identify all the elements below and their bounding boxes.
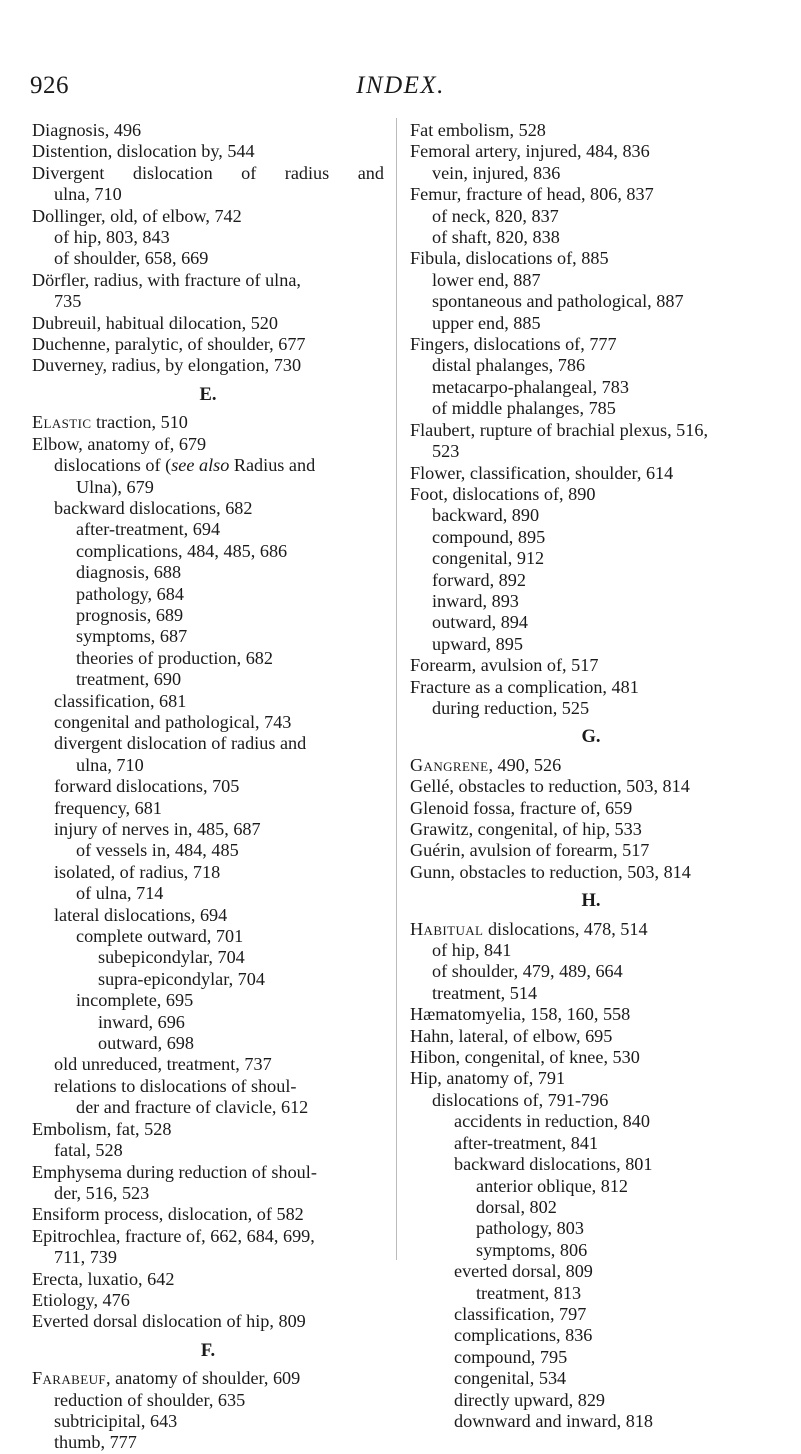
section-heading-h: H. xyxy=(581,891,601,912)
index-entry: Fingers, dislocations of, 777 xyxy=(410,334,617,355)
index-entry: Guérin, avulsion of forearm, 517 xyxy=(410,840,650,861)
index-entry: 711, 739 xyxy=(54,1247,117,1268)
section-heading-e: E. xyxy=(199,384,217,405)
index-entry: injury of nerves in, 485, 687 xyxy=(54,819,261,839)
g-entries xyxy=(410,776,772,883)
index-entry: spontaneous and pathological, 887 xyxy=(432,291,684,312)
section-heading-f: F. xyxy=(200,1340,216,1361)
index-entry: outward, 894 xyxy=(432,612,528,633)
index-entry: lateral dislocations, 694 xyxy=(54,904,228,925)
index-entry: Ulna), 679 xyxy=(76,476,154,497)
index-entry: Fracture as a complication, 481 xyxy=(410,676,639,697)
index-entry: of middle phalanges, 785 xyxy=(432,398,616,419)
index-entry: frequency, 681 xyxy=(54,797,162,818)
index-entry: divergent dislocation of radius and xyxy=(54,733,307,754)
index-entry: vein, injured, 836 xyxy=(432,162,561,183)
index-entry: Embolism, fat, 528 xyxy=(32,1118,172,1139)
index-entry: metacarpo-phalangeal, 783 xyxy=(432,376,629,397)
index-entry: pathology, 803 xyxy=(476,1218,584,1239)
see-also-text: see also xyxy=(171,455,230,476)
index-entry: dislocations of, 791-796 xyxy=(432,1089,609,1110)
index-entry xyxy=(410,755,772,776)
index-entry: theories of production, 682 xyxy=(76,647,273,668)
page-number: 926 xyxy=(30,72,69,99)
index-entry: subtricipital, 643 xyxy=(54,1410,178,1431)
index-entry: thumb, 777 xyxy=(54,1432,137,1453)
index-entry: relations to dislocations of shoul- xyxy=(54,1075,297,1096)
index-entry: Hahn, lateral, of elbow, 695 xyxy=(410,1025,613,1046)
index-entry: everted dorsal, 809 xyxy=(454,1261,593,1282)
index-entry: classification, 681 xyxy=(54,690,187,711)
index-entry: distal phalanges, 786 xyxy=(432,355,586,376)
index-entry: Hip, anatomy of, 791 xyxy=(410,1068,566,1089)
index-entry: after-treatment, 841 xyxy=(454,1132,599,1153)
index-entry: Ensiform process, dislocation, of 582 xyxy=(32,1204,304,1225)
index-entry: backward dislocations, 801 xyxy=(454,1154,653,1175)
entry-text: , anatomy of shoulder, 609 xyxy=(106,1368,301,1389)
small-caps-term: Elastic xyxy=(32,412,92,433)
column-divider xyxy=(396,118,397,1260)
index-entry: Dörfler, radius, with fracture of ulna, xyxy=(32,269,301,290)
index-entry: anterior oblique, 812 xyxy=(476,1175,629,1196)
index-entry: treatment, 813 xyxy=(476,1282,582,1303)
h-entries xyxy=(410,940,772,1432)
index-entry: upward, 895 xyxy=(432,633,523,654)
index-entry: ulna, 710 xyxy=(76,754,144,775)
index-entry: classification, 797 xyxy=(454,1303,587,1324)
index-entry: reduction of shoulder, 635 xyxy=(54,1389,246,1410)
index-entry: Dubreuil, habitual dilocation, 520 xyxy=(32,312,278,333)
index-entry: prognosis, 689 xyxy=(76,604,184,625)
index-entry: incomplete, 695 xyxy=(76,990,194,1011)
index-entry: treatment, 690 xyxy=(76,669,182,690)
entry-word: of xyxy=(241,162,257,183)
index-entry: pathology, 684 xyxy=(76,583,184,604)
index-entry: of shaft, 820, 838 xyxy=(432,227,560,248)
index-entry: complications, 484, 485, 686 xyxy=(76,540,288,561)
index-entry: Etiology, 476 xyxy=(32,1289,130,1310)
index-entry: complications, 836 xyxy=(454,1325,593,1346)
entry-text: traction, 510 xyxy=(91,412,188,433)
index-entry xyxy=(32,1368,384,1389)
index-entry: supra-epicondylar, 704 xyxy=(98,968,265,989)
entry-text: , 490, 526 xyxy=(488,754,562,775)
index-entry: Femoral artery, injured, 484, 836 xyxy=(410,141,650,162)
index-entry xyxy=(32,412,384,433)
index-entry: of shoulder, 479, 489, 664 xyxy=(432,961,623,982)
index-entry: Forearm, avulsion of, 517 xyxy=(410,655,599,676)
index-entry: isolated, of radius, 718 xyxy=(54,861,221,882)
index-entry: Femur, fracture of head, 806, 837 xyxy=(410,184,654,205)
index-entry: Fibula, dislocations of, 885 xyxy=(410,248,609,269)
index-entry: downward and inward, 818 xyxy=(454,1410,654,1431)
index-entry: Grawitz, congenital, of hip, 533 xyxy=(410,819,642,839)
index-entry: complete outward, 701 xyxy=(76,926,244,947)
index-entry: backward dislocations, 682 xyxy=(54,497,253,518)
entry-word: radius xyxy=(284,162,330,183)
index-entry: accidents in reduction, 840 xyxy=(454,1111,650,1132)
index-entry: Gunn, obstacles to reduction, 503, 814 xyxy=(410,861,691,882)
entry-text: Radius and xyxy=(229,455,316,476)
index-entry xyxy=(32,455,384,476)
index-entry: forward, 892 xyxy=(432,569,526,590)
index-entry: Everted dorsal dislocation of hip, 809 xyxy=(32,1311,306,1332)
index-entry: Hibon, congenital, of knee, 530 xyxy=(410,1047,640,1068)
index-entry: Elbow, anatomy of, 679 xyxy=(32,433,207,454)
entry-word: Divergent xyxy=(32,162,105,183)
left-column xyxy=(32,120,384,1454)
index-entry: Fat embolism, 528 xyxy=(410,120,546,140)
index-entry: Emphysema during reduction of shoul- xyxy=(32,1161,317,1182)
index-entry: ulna, 710 xyxy=(54,184,122,205)
index-entry xyxy=(410,919,772,940)
right-column xyxy=(410,120,772,1432)
index-entry: Glenoid fossa, fracture of, 659 xyxy=(410,797,633,818)
index-entry: fatal, 528 xyxy=(54,1140,123,1161)
index-entry: of neck, 820, 837 xyxy=(432,205,559,226)
index-entry: symptoms, 687 xyxy=(76,626,188,647)
index-entry: Epitrochlea, fracture of, 662, 684, 699, xyxy=(32,1225,315,1246)
index-entry: backward, 890 xyxy=(432,505,540,526)
index-entry: of shoulder, 658, 669 xyxy=(54,248,209,269)
index-entry: congenital, 912 xyxy=(432,548,545,569)
index-entry: during reduction, 525 xyxy=(432,697,590,718)
index-entry: congenital, 534 xyxy=(454,1368,567,1389)
index-entry: symptoms, 806 xyxy=(476,1239,588,1260)
index-entry: after-treatment, 694 xyxy=(76,519,221,540)
index-entry: Distention, dislocation by, 544 xyxy=(32,141,255,162)
index-entry: forward dislocations, 705 xyxy=(54,776,240,797)
index-entry: inward, 893 xyxy=(432,590,519,611)
index-entry: compound, 795 xyxy=(454,1346,568,1367)
small-caps-term: Gangrene xyxy=(410,754,489,775)
index-entry: congenital and pathological, 743 xyxy=(54,711,292,732)
index-entry: Duverney, radius, by elongation, 730 xyxy=(32,355,302,376)
index-entry: of hip, 841 xyxy=(432,940,512,961)
index-entry: Flower, classification, shoulder, 614 xyxy=(410,462,674,483)
section-heading-g: G. xyxy=(581,727,601,748)
index-entry: of ulna, 714 xyxy=(76,883,164,904)
index-entry: treatment, 514 xyxy=(432,982,538,1003)
index-entry: of vessels in, 484, 485 xyxy=(76,840,239,861)
d-entries xyxy=(32,120,384,377)
index-entry: 735 xyxy=(54,291,82,312)
index-entry: der and fracture of clavicle, 612 xyxy=(76,1097,309,1118)
index-entry: dorsal, 802 xyxy=(476,1196,557,1217)
index-entry: outward, 698 xyxy=(98,1033,194,1054)
index-entry xyxy=(32,163,384,184)
f-continued-entries xyxy=(410,120,772,719)
index-entry: Gellé, obstacles to reduction, 503, 814 xyxy=(410,776,690,797)
index-entry: old unreduced, treatment, 737 xyxy=(54,1054,272,1075)
index-entry: Foot, dislocations of, 890 xyxy=(410,483,596,504)
e-entries xyxy=(32,498,384,1333)
entry-text: dislocations of ( xyxy=(54,455,172,476)
small-caps-term: Habitual xyxy=(410,918,484,939)
f-entries xyxy=(32,1390,384,1454)
index-entry: der, 516, 523 xyxy=(54,1182,150,1203)
index-entry: subepicondylar, 704 xyxy=(98,947,245,968)
entry-word: and xyxy=(357,162,384,183)
index-entry: Duchenne, paralytic, of shoulder, 677 xyxy=(32,334,306,355)
index-entry: Hæmatomyelia, 158, 160, 558 xyxy=(410,1004,631,1025)
entry-word: dislocation xyxy=(132,162,213,183)
running-head: INDEX. xyxy=(356,72,445,99)
index-entry: diagnosis, 688 xyxy=(76,562,182,583)
index-entry: Flaubert, rupture of brachial plexus, 516, xyxy=(410,419,708,440)
index-entry: of hip, 803, 843 xyxy=(54,227,170,248)
small-caps-term: Farabeuf xyxy=(32,1368,106,1389)
index-entry: directly upward, 829 xyxy=(454,1389,606,1410)
index-entry: 523 xyxy=(432,441,460,462)
index-entry: upper end, 885 xyxy=(432,312,541,333)
index-entry: Dollinger, old, of elbow, 742 xyxy=(32,205,242,226)
index-entry: Erecta, luxatio, 642 xyxy=(32,1268,175,1289)
index-entry: lower end, 887 xyxy=(432,269,541,290)
index-entry: Diagnosis, 496 xyxy=(32,120,142,140)
index-entry: inward, 696 xyxy=(98,1011,185,1032)
entry-text: dislocations, 478, 514 xyxy=(483,918,648,939)
index-entry: compound, 895 xyxy=(432,526,546,547)
